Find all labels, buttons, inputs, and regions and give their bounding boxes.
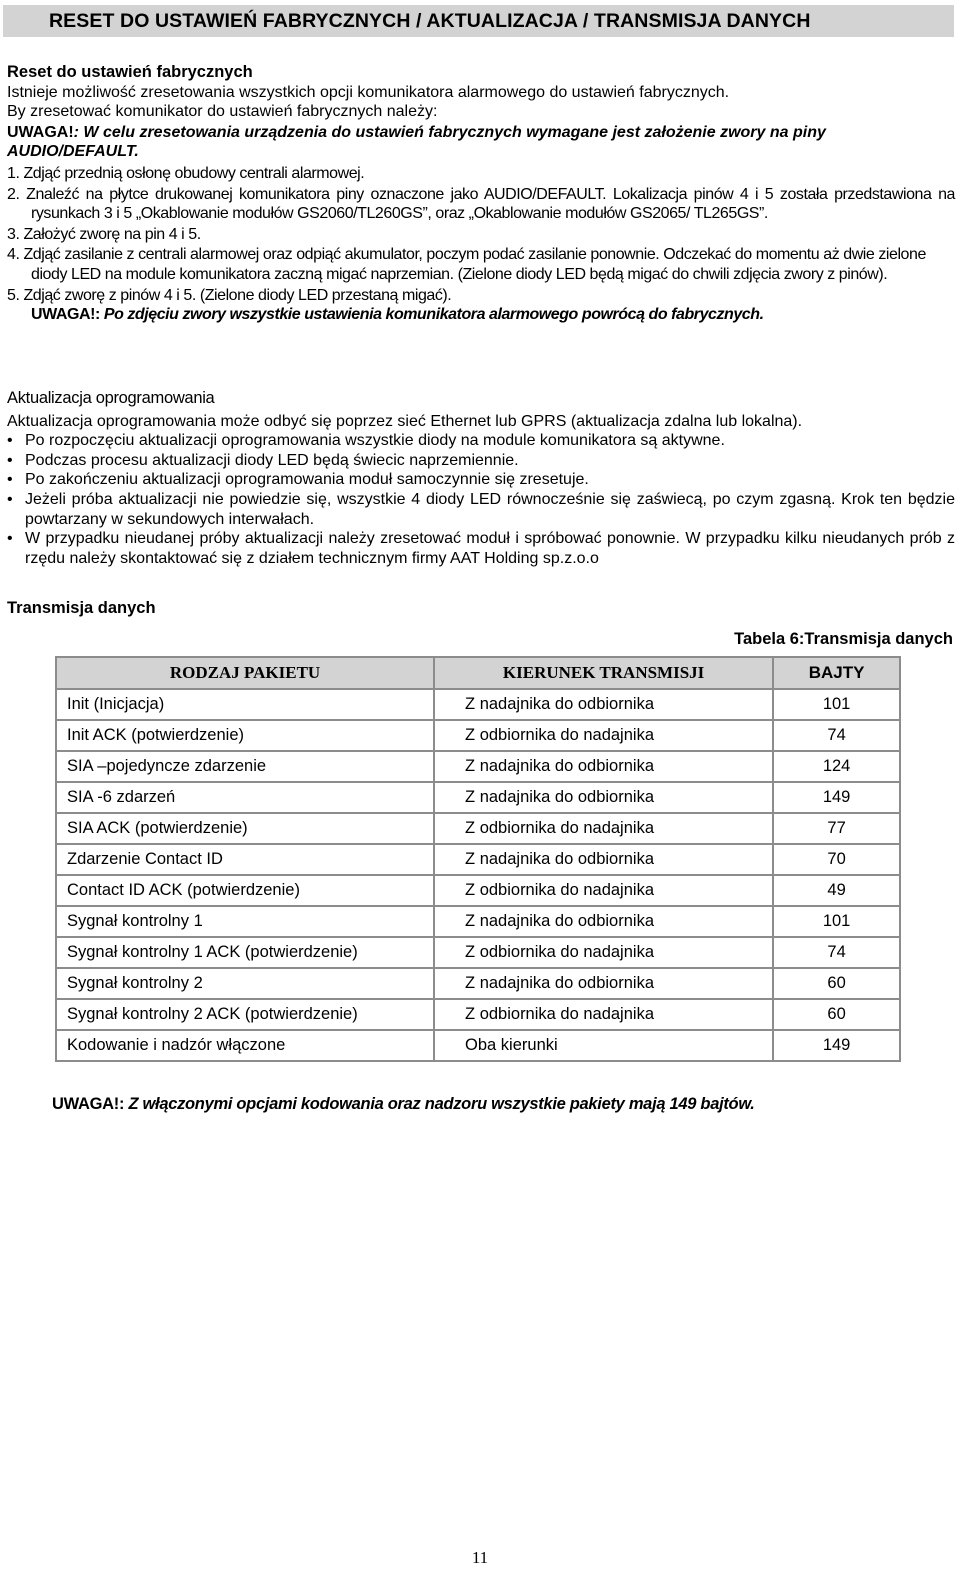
warning-label: UWAGA! bbox=[7, 123, 74, 141]
update-intro: Aktualizacja oprogramowania może odbyć się poprzez sieć Ethernet lub GPRS (aktualizacja zdalna lub lokalna). bbox=[7, 412, 803, 430]
table-row bbox=[56, 875, 900, 906]
table-row bbox=[56, 999, 900, 1030]
direction-cell: Z nadajnika do odbiornika bbox=[434, 782, 773, 813]
list-item bbox=[7, 529, 955, 568]
bytes-cell: 149 bbox=[773, 782, 900, 813]
table-caption: Tabela 6:Transmisja danych bbox=[734, 630, 953, 648]
reset-lead: By zresetować komunikator do ustawień fabrycznych należy: bbox=[7, 103, 438, 121]
step-number: 4. bbox=[7, 246, 20, 264]
reset-final-note bbox=[7, 305, 955, 325]
step-text: Zdjąć przednią osłonę obudowy centrali alarmowej. bbox=[23, 164, 365, 182]
packet-type-cell: SIA -6 zdarzeń bbox=[56, 782, 434, 813]
final-note-label: UWAGA!: bbox=[31, 306, 100, 324]
direction-cell: Oba kierunki bbox=[434, 1030, 773, 1061]
packet-type-cell: Sygnał kontrolny 1 ACK (potwierdzenie) bbox=[56, 937, 434, 968]
direction-cell: Z nadajnika do odbiornika bbox=[434, 844, 773, 875]
packet-type-cell: Sygnał kontrolny 2 bbox=[56, 968, 434, 999]
direction-cell: Z odbiornika do nadajnika bbox=[434, 720, 773, 751]
packet-type-cell: Zdarzenie Contact ID bbox=[56, 844, 434, 875]
table-row bbox=[56, 720, 900, 751]
direction-cell: Z odbiornika do nadajnika bbox=[434, 813, 773, 844]
step-number: 2. bbox=[7, 185, 20, 203]
table-note-label: UWAGA!: bbox=[52, 1095, 125, 1113]
direction-cell: Z odbiornika do nadajnika bbox=[434, 999, 773, 1030]
direction-cell: Z nadajnika do odbiornika bbox=[434, 968, 773, 999]
table-row bbox=[56, 937, 900, 968]
table-note-text: Z włączonymi opcjami kodowania oraz nadzoru wszystkie pakiety mają 149 bajtów. bbox=[128, 1095, 755, 1113]
bytes-cell: 74 bbox=[773, 937, 900, 968]
bullet-icon: • bbox=[7, 530, 13, 548]
warning-text: : W celu zresetowania urządzenia do ustawień fabrycznych wymagane jest założenie zwory na piny AUDIO/DEFAULT. bbox=[7, 123, 826, 161]
packet-type-cell: Init (Inicjacja) bbox=[56, 689, 434, 720]
column-header-bytes: BAJTY bbox=[773, 657, 900, 689]
bytes-cell: 60 bbox=[773, 968, 900, 999]
transmission-section bbox=[7, 599, 955, 619]
packet-type-cell: Sygnał kontrolny 1 bbox=[56, 906, 434, 937]
bytes-cell: 101 bbox=[773, 906, 900, 937]
table-row bbox=[56, 813, 900, 844]
transmission-heading: Transmisja danych bbox=[7, 599, 156, 617]
step-text: Zdjąć zasilanie z centrali alarmowej oraz odpiąć akumulator, poczym podać zasilanie ponownie. Odczekać do momentu aż dwie zielone diody LED na module komunikatora zaczną migać naprzemian. (Zielone diody LED będą migać do chwili zdjęcia zwory z pinów). bbox=[23, 246, 926, 283]
bullet-icon: • bbox=[7, 471, 13, 489]
table-note bbox=[52, 1095, 755, 1114]
list-item bbox=[7, 185, 955, 224]
table-row bbox=[56, 1030, 900, 1061]
reset-section bbox=[7, 63, 955, 325]
packet-type-cell: SIA –pojedyncze zdarzenie bbox=[56, 751, 434, 782]
step-text: Zdjąć zworę z pinów 4 i 5. (Zielone diody LED przestaną migać). bbox=[23, 286, 452, 304]
bullet-icon: • bbox=[7, 451, 13, 469]
list-item bbox=[7, 225, 955, 245]
update-heading: Aktualizacja oprogramowania bbox=[7, 389, 215, 407]
table-row bbox=[56, 844, 900, 875]
page-title: RESET DO USTAWIEŃ FABRYCZNYCH / AKTUALIZACJA / TRANSMISJA DANYCH bbox=[3, 5, 954, 37]
packet-type-cell: Init ACK (potwierdzenie) bbox=[56, 720, 434, 751]
final-note-text: Po zdjęciu zwory wszystkie ustawienia komunikatora alarmowego powrócą do fabrycznych. bbox=[103, 306, 764, 324]
table-row bbox=[56, 968, 900, 999]
bullet-text: Po zakończeniu aktualizacji oprogramowania moduł samoczynnie się zresetuje. bbox=[25, 471, 589, 489]
packet-type-cell: Contact ID ACK (potwierdzenie) bbox=[56, 875, 434, 906]
direction-cell: Z odbiornika do nadajnika bbox=[434, 937, 773, 968]
table-header-row bbox=[56, 657, 900, 689]
list-item bbox=[7, 431, 955, 451]
direction-cell: Z nadajnika do odbiornika bbox=[434, 689, 773, 720]
table-row bbox=[56, 751, 900, 782]
bullet-icon: • bbox=[7, 490, 13, 508]
bullet-text: Po rozpoczęciu aktualizacji oprogramowania wszystkie diody na module komunikatora są aktywne. bbox=[25, 432, 725, 450]
bytes-cell: 124 bbox=[773, 751, 900, 782]
transmission-table bbox=[55, 656, 901, 1062]
bytes-cell: 60 bbox=[773, 999, 900, 1030]
list-item bbox=[7, 470, 955, 490]
bytes-cell: 49 bbox=[773, 875, 900, 906]
bullet-text: Podczas procesu aktualizacji diody LED będą świecic naprzemiennie. bbox=[25, 451, 519, 469]
list-item bbox=[7, 490, 955, 529]
reset-steps bbox=[7, 164, 955, 325]
bullet-text: Jeżeli próba aktualizacji nie powiedzie się, wszystkie 4 diody LED równocześnie się zaświecą, po czym zgasną. Krok ten będzie powtarzany w sekundowych interwałach. bbox=[25, 490, 955, 528]
step-text: Założyć zworę na pin 4 i 5. bbox=[23, 225, 201, 243]
table-row bbox=[56, 906, 900, 937]
list-item bbox=[7, 286, 955, 306]
direction-cell: Z nadajnika do odbiornika bbox=[434, 906, 773, 937]
step-number: 1. bbox=[7, 164, 20, 182]
packet-type-cell: Kodowanie i nadzór włączone bbox=[56, 1030, 434, 1061]
reset-intro: Istnieje możliwość zresetowania wszystkich opcji komunikatora alarmowego do ustawień fabrycznych. bbox=[7, 83, 730, 101]
page-number: 11 bbox=[471, 1548, 489, 1567]
update-bullets bbox=[7, 431, 955, 568]
direction-cell: Z odbiornika do nadajnika bbox=[434, 875, 773, 906]
reset-heading: Reset do ustawień fabrycznych bbox=[7, 63, 253, 81]
packet-type-cell: SIA ACK (potwierdzenie) bbox=[56, 813, 434, 844]
bytes-cell: 70 bbox=[773, 844, 900, 875]
bytes-cell: 149 bbox=[773, 1030, 900, 1061]
step-number: 3. bbox=[7, 225, 20, 243]
list-item bbox=[7, 245, 955, 284]
table-row bbox=[56, 782, 900, 813]
step-number: 5. bbox=[7, 286, 20, 304]
bullet-text: W przypadku nieudanej próby aktualizacji należy zresetować moduł i spróbować ponownie. W przypadku kilku nieudanych prób z rzędu należy skontaktować się z działem technicznym firmy AAT Holding sp.z.o.o bbox=[25, 530, 955, 567]
direction-cell: Z nadajnika do odbiornika bbox=[434, 751, 773, 782]
table-row bbox=[56, 689, 900, 720]
list-item bbox=[7, 451, 955, 471]
bytes-cell: 74 bbox=[773, 720, 900, 751]
packet-type-cell: Sygnał kontrolny 2 ACK (potwierdzenie) bbox=[56, 999, 434, 1030]
reset-warning bbox=[7, 123, 955, 162]
step-text: Znaleźć na płytce drukowanej komunikatora piny oznaczone jako AUDIO/DEFAULT. Lokalizacja pinów 4 i 5 została przedstawiona na rysunkach 3 i 5 „Okablowanie modułów GS2060/TL260GS”, oraz „Okablowanie modułów GS2065/ TL265GS”. bbox=[26, 185, 955, 223]
update-section bbox=[7, 389, 955, 568]
bytes-cell: 77 bbox=[773, 813, 900, 844]
column-header-packet-type: RODZAJ PAKIETU bbox=[56, 657, 434, 689]
column-header-direction: KIERUNEK TRANSMISJI bbox=[434, 657, 773, 689]
bytes-cell: 101 bbox=[773, 689, 900, 720]
list-item bbox=[7, 164, 955, 184]
bullet-icon: • bbox=[7, 432, 13, 450]
